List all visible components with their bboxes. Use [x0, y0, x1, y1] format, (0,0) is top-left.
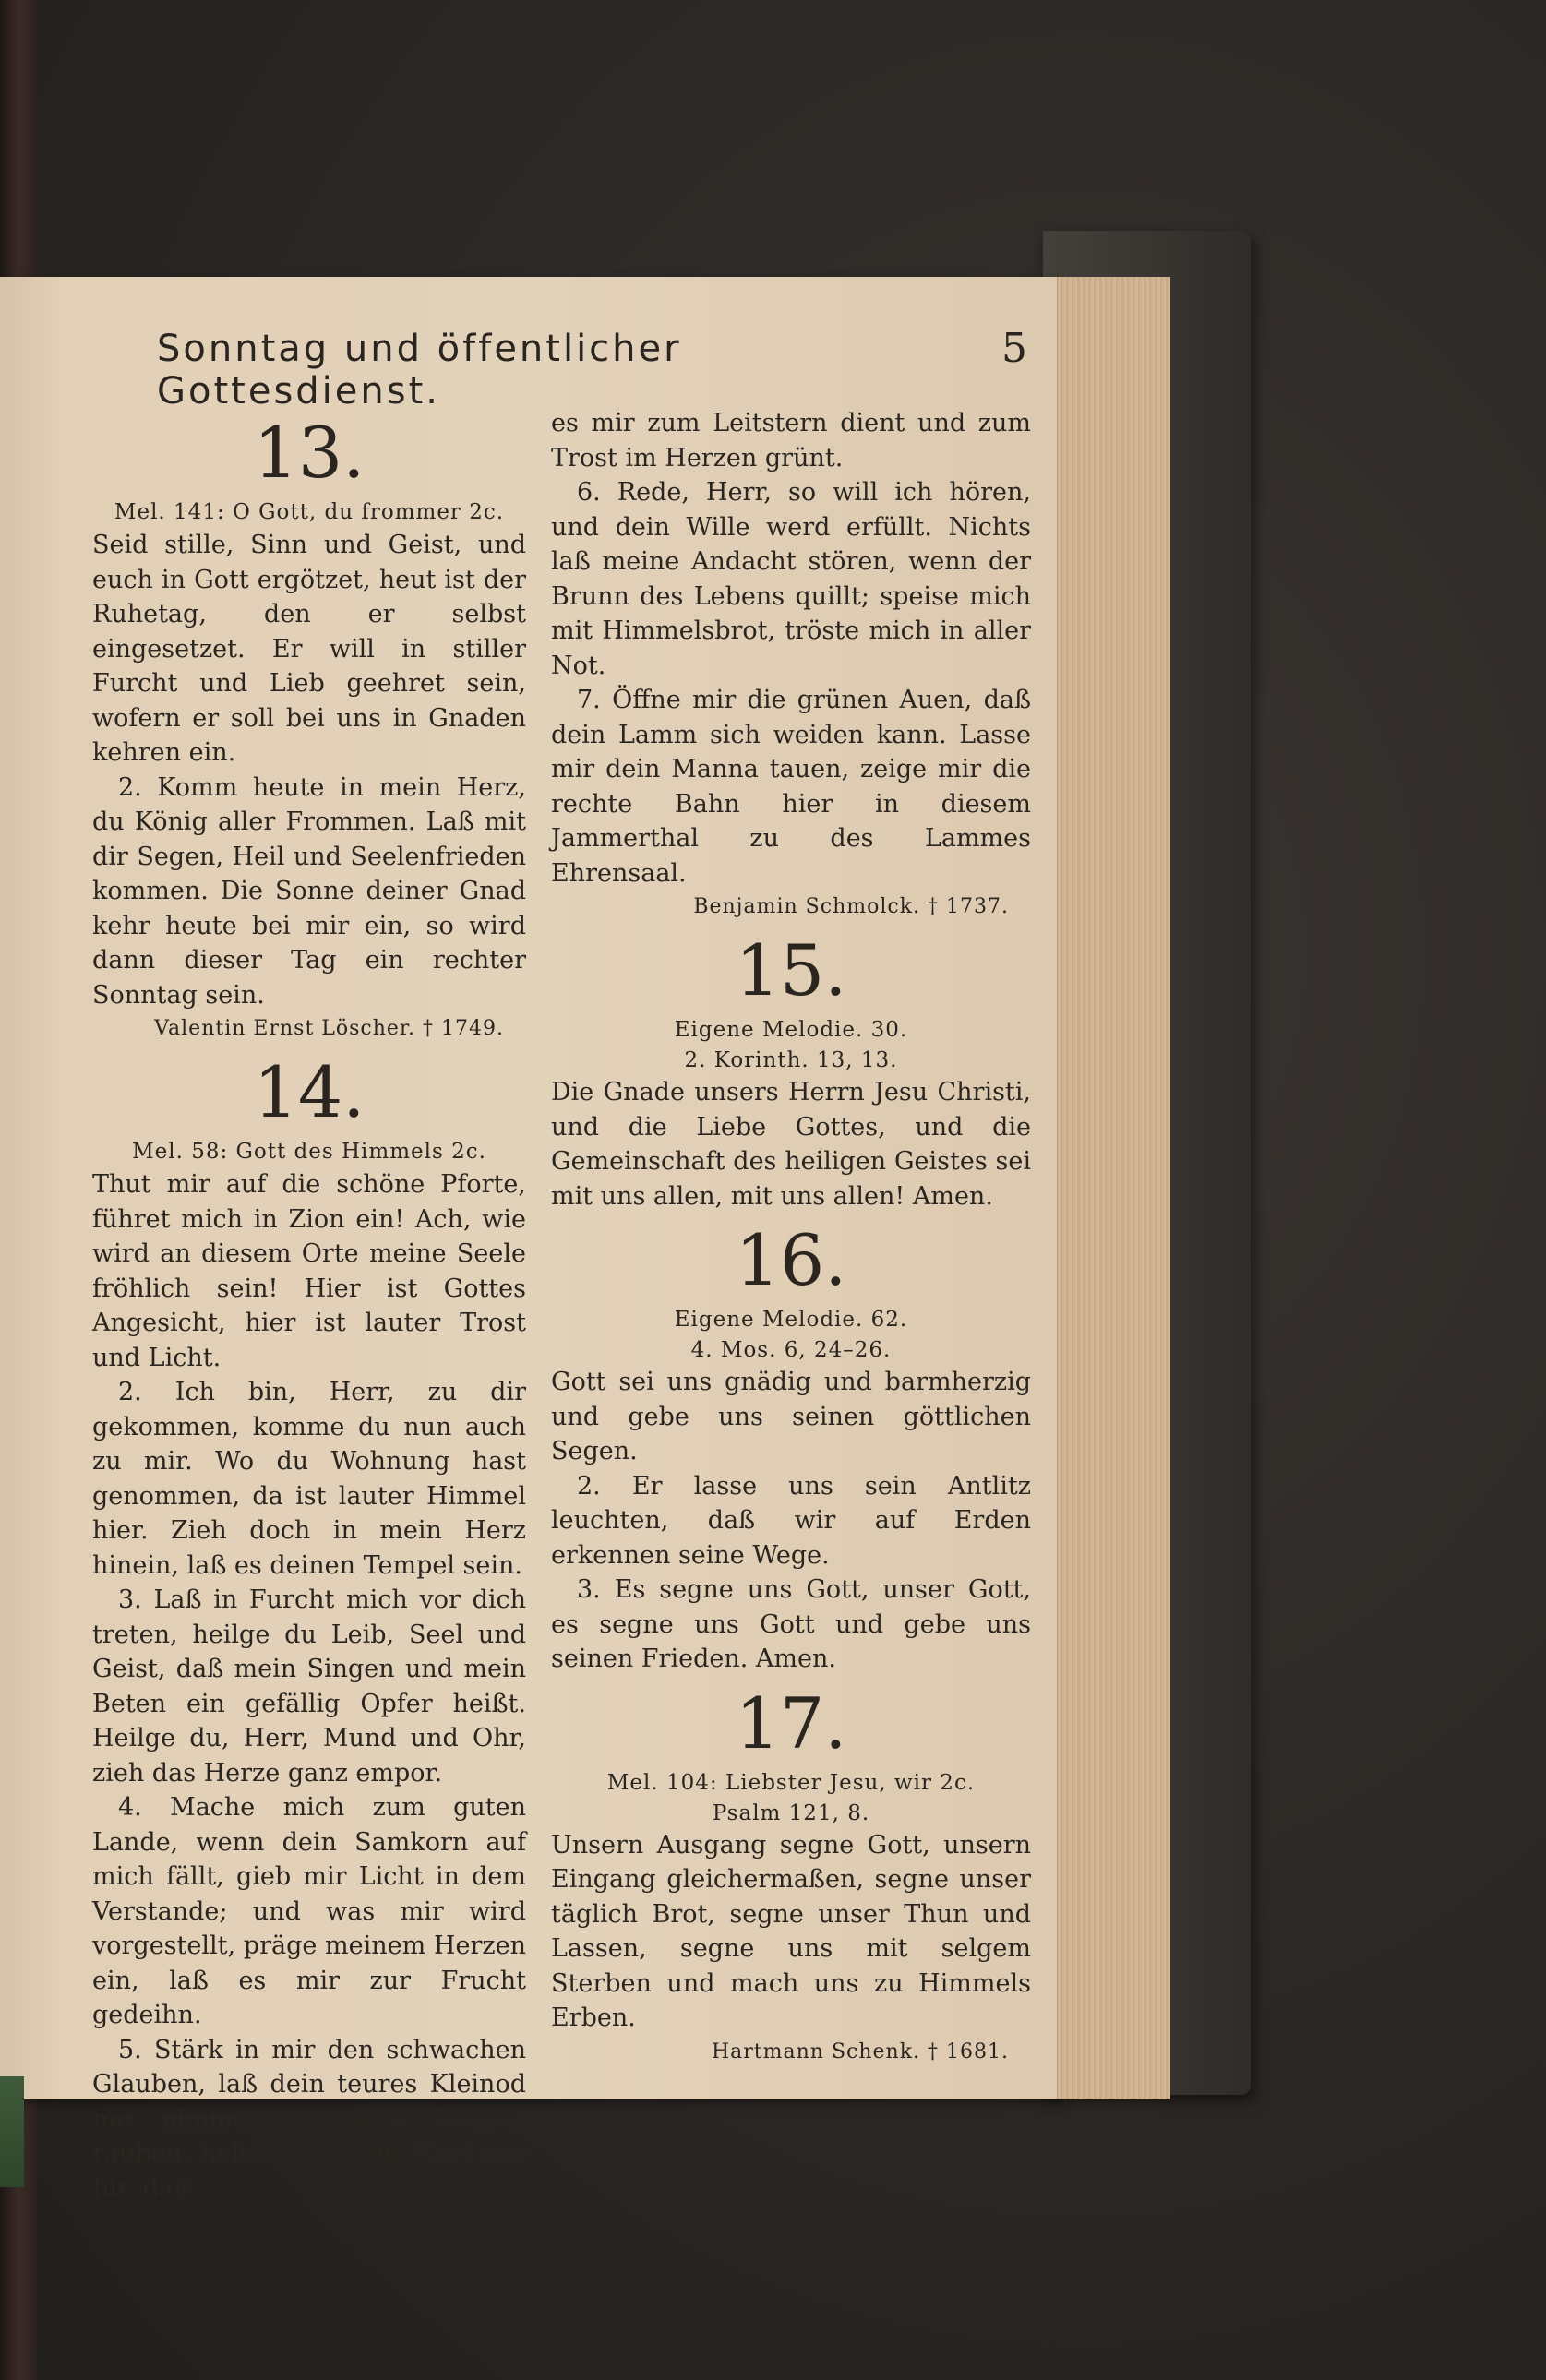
hymn-13-verse-1: Seid stille, Sinn und Geist, und euch in Gott ergötzet, heut ist der Ruhetag, den er selbst eingesetzet. Er will in stiller Furcht und Lieb geehret sein, wofern er soll bei uns in Gnaden kehren ein. [92, 531, 526, 767]
hymn-number-14: 14. [253, 1051, 366, 1133]
hymn-14-verse-4: 4. Mache mich zum guten Lande, wenn dein Samkorn auf mich fällt, gieb mir Licht in dem Verstande; und was mir wird vorgestellt, präge meinem Herzen ein, laß es mir zur Frucht gedeihn. [92, 1793, 526, 2029]
bookmark-ribbon [0, 2076, 24, 2187]
hymn-15-reference: 2. Korinth. 13, 13. [684, 1048, 898, 1072]
page-number: 5 [1001, 325, 1027, 372]
left-column [92, 406, 526, 2206]
hymn-14-verse-6: 6. Rede, Herr, so will ich hören, und dein Wille werd erfüllt. Nichts laß meine Andacht stören, wenn der Brunn des Lebens quillt; speise mich mit Himmelsbrot, tröste mich in aller Not. [551, 478, 1031, 680]
hymn-17-reference: Psalm 121, 8. [712, 1800, 870, 1825]
hymn-17-author: Hartmann Schenk. † 1681. [711, 2039, 1009, 2063]
hymn-14-verse-2: 2. Ich bin, Herr, zu dir gekommen, komme du nun auch zu mir. Wo du Wohnung hast genommen, da ist lauter Himmel hier. Zieh doch in mein Herz hinein, laß es deinen Tempel sein. [92, 1378, 526, 1580]
hymn-15-verse-1: Die Gnade unsers Herrn Jesu Christi, und die Liebe Gottes, und die Gemeinschaft des heiligen Geistes sei mit uns allen, mit uns allen! Amen. [551, 1078, 1031, 1211]
page-edges [1057, 277, 1170, 2099]
hymn-14-verse-1: Thut mir auf die schöne Pforte, führet mich in Zion ein! Ach, wie wird an diesem Orte meine Seele fröhlich sein! Hier ist Gottes Angesicht, hier ist lauter Trost und Licht. [92, 1170, 526, 1372]
hymn-13-author: Valentin Ernst Löscher. † 1749. [154, 1017, 504, 1040]
hymn-14-verse-5: 5. Stärk in mir den schwachen Glauben, laß dein teures Kleinod mir nimmer aus dem Herzen rauben, halte stets dein Wort mir für, daß [92, 2035, 526, 2203]
hymn-13-verse-2: 2. Komm heute in mein Herz, du König aller Frommen. Laß mit dir Segen, Heil und Seelenfrieden kommen. Die Sonne deiner Gnad kehr heute bei mir ein, so wird dann dieser Tag ein rechter Sonntag sein. [92, 772, 526, 1010]
hymn-number-13: 13. [253, 412, 366, 494]
hymn-14-continuation: es mir zum Leitstern dient und zum Trost im Herzen grünt. [551, 409, 1031, 472]
hymn-13-melody: Mel. 141: O Gott, du frommer 2c. [114, 500, 505, 524]
hymn-number-15: 15. [735, 929, 847, 1011]
hymn-15-melody: Eigene Melodie. 30. [674, 1018, 908, 1042]
hymn-17-verse-1: Unsern Ausgang segne Gott, unsern Eingang gleichermaßen, segne unser täglich Brot, segne unser Thun und Lassen, segne uns mit selgem Sterben und mach uns zu Himmels Erben. [551, 1830, 1031, 2032]
hymn-16-melody: Eigene Melodie. 62. [674, 1308, 908, 1332]
hymn-14-author: Benjamin Schmolck. † 1737. [693, 895, 1009, 918]
right-column [551, 406, 1031, 2069]
hymn-number-16: 16. [735, 1219, 847, 1301]
hymn-14-verse-3: 3. Laß in Furcht mich vor dich treten, heilge du Leib, Seel und Geist, daß mein Singen und mein Beten ein gefällig Opfer heißt. Heilge du, Herr, Mund und Ohr, zieh das Herze ganz empor. [92, 1585, 526, 1788]
running-header: Sonntag und öffentlicher Gottesdienst. [157, 328, 682, 413]
hymn-16-verse-3: 3. Es segne uns Gott, unser Gott, es segne uns Gott und gebe uns seinen Frieden. Amen. [551, 1575, 1031, 1673]
hymn-16-verse-2: 2. Er lasse uns sein Antlitz leuchten, daß wir auf Erden erkennen seine Wege. [551, 1471, 1031, 1570]
hymn-14-verse-7: 7. Öffne mir die grünen Auen, daß dein Lamm sich weiden kann. Lasse mir dein Manna tauen, zeige mir die rechte Bahn hier in diesem Jammerthal zu des Lammes Ehrensaal. [551, 686, 1031, 888]
hymn-16-reference: 4. Mos. 6, 24–26. [690, 1338, 892, 1362]
hymn-14-melody: Mel. 58: Gott des Himmels 2c. [132, 1140, 486, 1164]
hymn-number-17: 17. [735, 1681, 847, 1764]
hymn-17-melody: Mel. 104: Liebster Jesu, wir 2c. [606, 1770, 976, 1795]
hymn-16-verse-1: Gott sei uns gnädig und barmherzig und gebe uns seinen göttlichen Segen. [551, 1368, 1031, 1465]
